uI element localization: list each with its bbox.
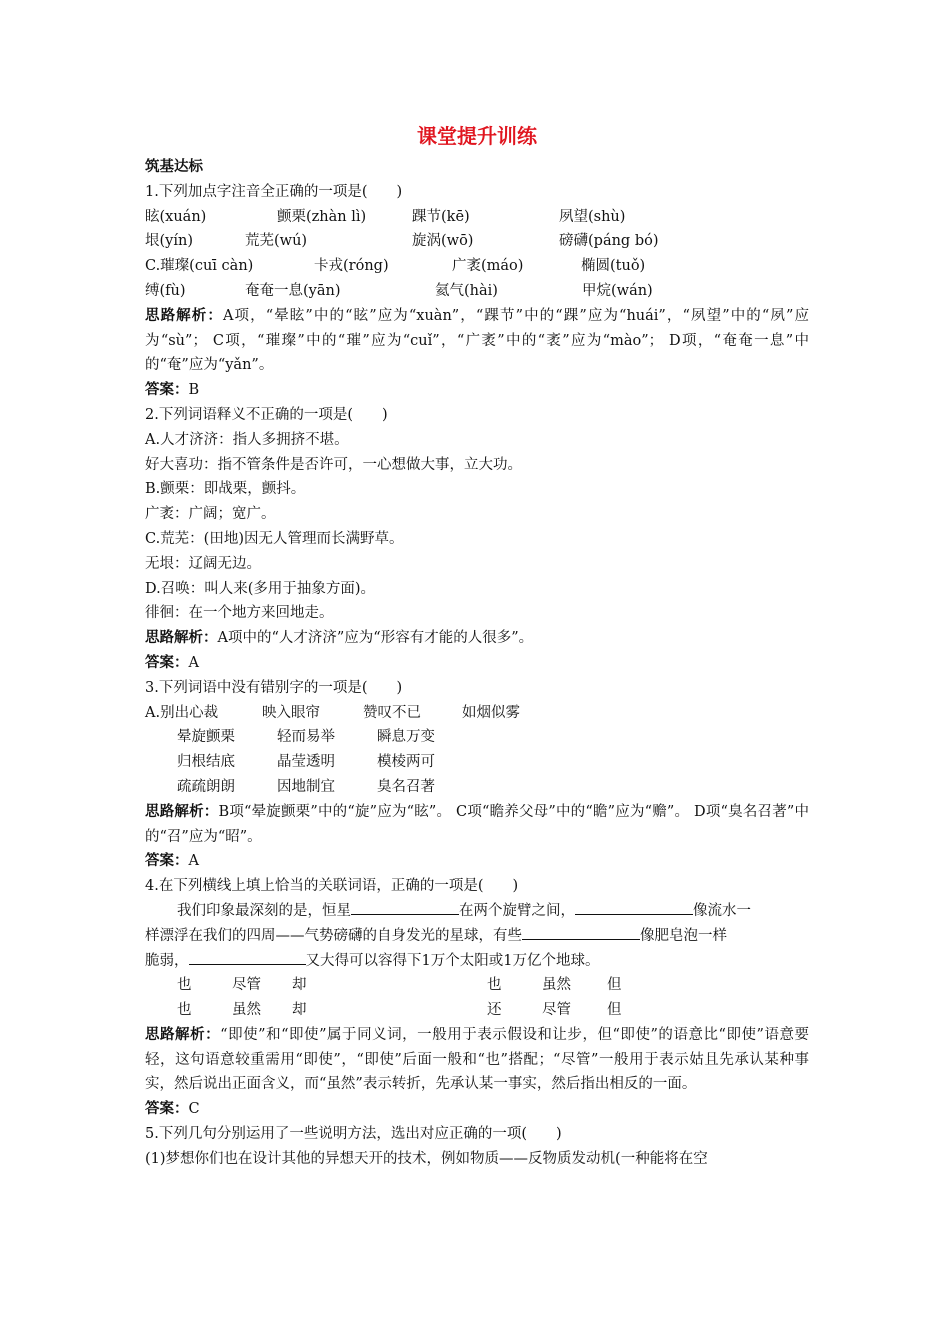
q3-option-b (145, 725, 809, 750)
q3-word: 赞叹不已 (363, 704, 421, 721)
q4-analysis (145, 1023, 809, 1097)
q2-stem: 2.下列词语释义不正确的一项是( ) (145, 406, 388, 423)
answer-value: B (188, 382, 200, 399)
q2-line: D.召唤：叫人来(多用于抽象方面)。 (145, 580, 376, 597)
q2-line: 广袤：广阔；宽广。 (145, 506, 276, 523)
q4-passage-line (145, 949, 809, 974)
q4-text: 像流水一 (693, 902, 751, 919)
q4-option-word: 但 (607, 1002, 622, 1019)
q3-word: 轻而易举 (277, 729, 335, 746)
q3-word: 归根结底 (177, 754, 235, 771)
q4-option-word: 虽然 (542, 977, 571, 994)
answer-label: 答案： (145, 654, 189, 671)
q4-blank (522, 925, 640, 940)
answer-value: C (188, 1101, 200, 1118)
answer-label: 答案： (145, 1101, 189, 1118)
q2-line: 无垠：辽阔无边。 (145, 555, 261, 572)
q1-d-item: 甲烷(wán) (582, 282, 653, 299)
analysis-text: B项“晕旋颤栗”中的“旋”应为“眩”。 C项“瞻养父母”中的“瞻”应为“赡”。 D项“臭名召著”中的“召”应为“昭”。 (145, 803, 810, 845)
q4-passage-line (145, 924, 809, 949)
answer-value: A (188, 853, 199, 870)
q3-word: 映入眼帘 (262, 704, 320, 721)
q4-text: 在两个旋臂之间， (459, 902, 575, 919)
q1-c-item: 椭圆(tuǒ) (581, 258, 646, 275)
answer-label: 答案： (145, 853, 189, 870)
q3-analysis (145, 800, 809, 850)
q4-option-word: 也 (177, 1002, 192, 1019)
q1-b-item: 荒芜(wú) (245, 233, 308, 250)
analysis-label: 思路解析： (145, 307, 223, 324)
q2-answer (145, 651, 809, 676)
q3-word: 晶莹透明 (277, 754, 335, 771)
q1-analysis (145, 304, 809, 378)
q1-option-d (145, 279, 809, 304)
q1-c-item: 广袤(máo) (452, 258, 524, 275)
q4-text: 脆弱， (145, 952, 189, 969)
q1-d-item: 氦气(hài) (435, 282, 498, 299)
q4-blank (351, 900, 459, 915)
analysis-text: A项，“晕眩”中的“眩”应为“xuàn”，“踝节”中的“踝”应为“huái”，“夙望”中的“夙”应为“sù”； C项，“璀璨”中的“璀”应为“cuǐ”，“广袤”中的“袤”应为“mào”； D项，“奄奄一息”中的“奄”应为“yǎn”。 (145, 307, 809, 374)
analysis-label: 思路解析： (145, 803, 219, 820)
q4-option-word: 却 (292, 1002, 307, 1019)
q1-c-item: 卡戎(róng) (314, 258, 389, 275)
q4-option-word: 尽管 (542, 1002, 571, 1019)
q4-option-word: 虽然 (232, 1002, 261, 1019)
q3-stem: 3.下列词语中没有错别字的一项是( ) (145, 679, 403, 696)
q4-text: 样漂浮在我们的四周——气势磅礴的自身发光的星球，有些 (145, 927, 522, 944)
analysis-text: “即使”和“即使”属于同义词，一般用于表示假设和让步，但“即使”的语意比“即使”语意要轻，这句语意较重需用“即使”，“即使”后面一般和“也”搭配；“尽管”一般用于表示姑且先承认某种事实，然后说出正面含义，而“虽然”表示转折，先承认某一事实，然后指出相反的一面。 (145, 1026, 810, 1093)
q4-option-word: 尽管 (232, 977, 261, 994)
q1-c-item: C.璀璨(cuī càn) (145, 258, 254, 275)
page-title: 课堂提升训练 (417, 124, 537, 148)
q2-line: 好大喜功：指不管条件是否许可，一心想做大事，立大功。 (145, 456, 522, 473)
analysis-text: A项中的“人才济济”应为“形容有才能的人很多”。 (217, 630, 534, 647)
answer-label: 答案： (145, 382, 189, 399)
q1-option-b (145, 229, 809, 254)
q4-option-word: 也 (487, 977, 502, 994)
q1-b-item: 磅礴(páng bó) (559, 233, 659, 250)
q4-answer (145, 1097, 809, 1122)
q4-option-word: 也 (177, 977, 192, 994)
section-heading: 筑基达标 (145, 159, 203, 175)
document-page (145, 120, 809, 1172)
q3-word: 疏疏朗朗 (177, 778, 235, 795)
q1-d-item: 奄奄一息(yān) (245, 282, 341, 299)
q4-text: 像肥皂泡一样 (640, 927, 727, 944)
q4-option-word: 却 (292, 977, 307, 994)
q2-line: 徘徊：在一个地方来回地走。 (145, 605, 334, 622)
q3-word: 晕旋颤栗 (177, 729, 235, 746)
q4-option-word: 但 (607, 977, 622, 994)
q3-answer (145, 849, 809, 874)
q5-line: (1)梦想你们也在设计其他的异想天开的技术，例如物质——反物质发动机(一种能将在空 (145, 1150, 708, 1167)
analysis-label: 思路解析： (145, 630, 218, 647)
q4-options-row-1 (145, 973, 809, 998)
q1-d-item: 缚(fù) (145, 282, 186, 299)
q3-option-d (145, 775, 809, 800)
q1-option-c (145, 254, 809, 279)
q1-stem: 1.下列加点字注音全正确的一项是( ) (145, 183, 403, 200)
q3-word: 如烟似雾 (462, 704, 520, 721)
q4-text: 我们印象最深刻的是，恒星 (177, 902, 351, 919)
q3-word: 臭名召著 (377, 778, 435, 795)
q2-line: B.颤栗：即战栗，颤抖。 (145, 481, 306, 498)
answer-value: A (188, 654, 199, 671)
q1-a-item: 踝节(kē) (412, 208, 470, 225)
q1-b-item: 旋涡(wō) (412, 233, 474, 250)
q2-analysis (145, 626, 809, 651)
q4-blank (189, 950, 306, 965)
q1-answer (145, 378, 809, 403)
q1-a-item: 夙望(shù) (559, 208, 626, 225)
analysis-label: 思路解析： (145, 1026, 221, 1043)
q5-stem: 5.下列几句分别运用了一些说明方法，选出对应正确的一项( ) (145, 1126, 562, 1143)
q3-word: 因地制宜 (277, 778, 335, 795)
q4-option-word: 还 (487, 1002, 502, 1019)
q4-options-row-2 (145, 998, 809, 1023)
q4-text: 又大得可以容得下1万个太阳或1万亿个地球。 (305, 952, 600, 969)
q3-word: 模棱两可 (377, 754, 435, 771)
q3-option-a (145, 701, 809, 726)
q2-line: C.荒芜：(田地)因无人管理而长满野草。 (145, 530, 404, 547)
q3-option-c (145, 750, 809, 775)
q1-a-item: 眩(xuán) (145, 208, 207, 225)
q3-word: A.别出心裁 (145, 704, 219, 721)
q4-blank (575, 900, 693, 915)
q3-word: 瞬息万变 (377, 729, 435, 746)
q1-option-a (145, 205, 809, 230)
q4-passage-line (145, 899, 809, 924)
q1-a-item: 颤栗(zhàn lì) (277, 208, 367, 225)
q4-stem: 4.在下列横线上填上恰当的关联词语，正确的一项是( ) (145, 878, 519, 895)
q1-b-item: 垠(yín) (145, 233, 193, 250)
q2-line: A.人才济济：指人多拥挤不堪。 (145, 431, 349, 448)
